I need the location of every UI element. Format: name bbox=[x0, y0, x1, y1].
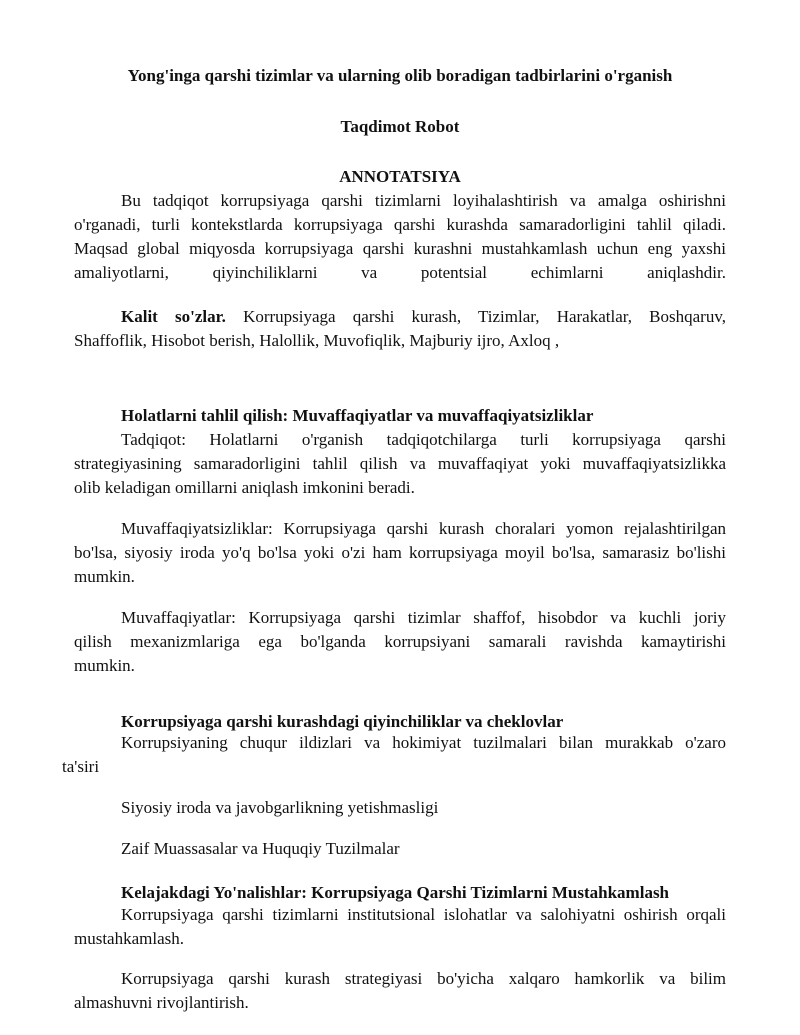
annotation-paragraph bbox=[74, 189, 726, 285]
text-line: olib keladigan omillarni aniqlash imkonini beradi. bbox=[74, 478, 415, 497]
text-line: Korrupsiyaga qarshi kurash strategiyasi bo'yicha xalqaro hamkorlik va bilim bbox=[121, 969, 726, 988]
text-line: Korrupsiyaga qarshi tizimlarni institutsional islohatlar va salohiyatni oshirish orqali bbox=[121, 905, 726, 924]
annotation-line-2: o'rganadi, turli kontekstlarda korrupsiyaga qarshi kurashda samaradorligini tahlil qiladi. bbox=[74, 215, 726, 234]
future-directions-paragraph-1 bbox=[74, 903, 726, 951]
document-author: Taqdimot Robot bbox=[340, 117, 460, 136]
keywords-line-2: Shaffoflik, Hisobot berish, Halollik, Muvofiqlik, Majburiy ijro, Axloq , bbox=[74, 331, 560, 350]
text-line: mustahkamlash. bbox=[74, 929, 185, 948]
challenges-paragraph-1 bbox=[62, 731, 726, 779]
future-directions-paragraph-2 bbox=[74, 967, 726, 1015]
document-title: Yong'inga qarshi tizimlar va ularning olib boradigan tadbirlarini o'rganish bbox=[127, 66, 673, 85]
keywords-label: Kalit so'zlar. bbox=[121, 307, 226, 326]
text-line: strategiyasining samaradorligini tahlil qilish va muvaffaqiyat yoki muvaffaqiyatsizlikka bbox=[74, 454, 726, 473]
case-analysis-paragraph-2 bbox=[74, 517, 726, 589]
text-line: bo'lsa, siyosiy iroda yo'q bo'lsa yoki o'zi ham korrupsiyaga moyil bo'lsa, samarasiz bo'lishi bbox=[74, 543, 726, 562]
text-line: mumkin. bbox=[74, 656, 135, 675]
section-heading-challenges: Korrupsiyaga qarshi kurashdagi qiyinchiliklar va cheklovlar bbox=[121, 712, 564, 731]
text-line: almashuvni rivojlantirish. bbox=[74, 993, 249, 1012]
text-line: ta'siri bbox=[62, 757, 100, 776]
keywords-text: Korrupsiyaga qarshi kurash, Tizimlar, Harakatlar, Boshqaruv, bbox=[243, 307, 726, 326]
case-analysis-paragraph-3 bbox=[74, 606, 726, 678]
annotation-line-1: Bu tadqiqot korrupsiyaga qarshi tizimlarni loyihalashtirish va amalga oshirishni bbox=[121, 191, 726, 210]
challenges-paragraph-2: Siyosiy iroda va javobgarlikning yetishmasligi bbox=[121, 798, 439, 817]
annotation-heading: ANNOTATSIYA bbox=[339, 167, 461, 186]
case-analysis-paragraph-1 bbox=[74, 428, 726, 500]
keywords-paragraph bbox=[74, 305, 726, 353]
text-line: Korrupsiyaning chuqur ildizlari va hokimiyat tuzilmalari bilan murakkab o'zaro bbox=[121, 733, 726, 752]
text-line: Muvaffaqiyatsizliklar: Korrupsiyaga qarshi kurash choralari yomon rejalashtirilgan bbox=[121, 519, 726, 538]
text-line: mumkin. bbox=[74, 567, 135, 586]
text-line: qilish mexanizmlariga ega bo'lganda korrupsiyani samarali ravishda kamaytirishi bbox=[74, 632, 726, 651]
keywords-line-1 bbox=[74, 305, 726, 329]
text-line: Tadqiqot: Holatlarni o'rganish tadqiqotchilarga turli korrupsiyaga qarshi bbox=[121, 430, 726, 449]
section-heading-future-directions: Kelajakdagi Yo'nalishlar: Korrupsiyaga Qarshi Tizimlarni Mustahkamlash bbox=[121, 883, 670, 902]
annotation-line-3: Maqsad global miqyosda korrupsiyaga qarshi kurashni mustahkamlash uchun eng yaxshi bbox=[74, 239, 726, 258]
section-heading-case-analysis: Holatlarni tahlil qilish: Muvaffaqiyatlar va muvaffaqiyatsizliklar bbox=[121, 406, 594, 425]
annotation-line-4: amaliyotlarni, qiyinchiliklarni va potentsial echimlarni aniqlashdir. bbox=[74, 263, 726, 282]
challenges-paragraph-3: Zaif Muassasalar va Huquqiy Tuzilmalar bbox=[121, 839, 400, 858]
text-line: Muvaffaqiyatlar: Korrupsiyaga qarshi tizimlar shaffof, hisobdor va kuchli joriy bbox=[121, 608, 726, 627]
